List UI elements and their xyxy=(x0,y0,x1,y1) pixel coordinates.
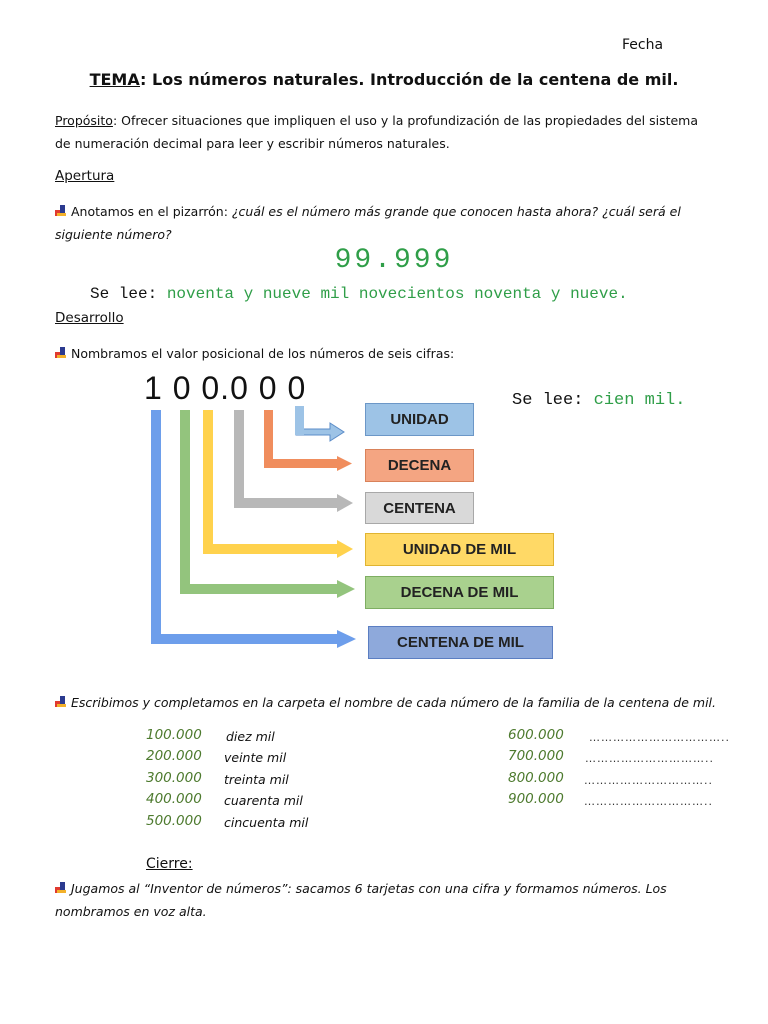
box-centena: CENTENA xyxy=(365,492,474,524)
purpose-label: Propósito xyxy=(55,113,113,128)
bullet-icon xyxy=(55,347,67,359)
list-number: 800.000 xyxy=(508,770,564,786)
answer-blank: ………………………….. xyxy=(584,774,713,787)
list-name: cincuenta mil xyxy=(224,815,309,830)
desarrollo-instruction-text: Nombramos el valor posicional de los números de seis cifras: xyxy=(71,346,455,361)
answer-blank: …………………………….. xyxy=(589,731,730,744)
purpose-line1: : Ofrecer situaciones que impliquen el uso y la profundización de las propiedades del sistema xyxy=(112,113,699,128)
bullet-icon xyxy=(55,205,67,217)
cierre-heading: Cierre: xyxy=(146,856,193,872)
list-number: 700.000 xyxy=(508,748,564,764)
answer-blank: ………………………….. xyxy=(585,752,714,765)
desarrollo-reads-label: Se lee: xyxy=(512,391,594,410)
cierre-paragraph xyxy=(55,877,733,923)
arrow-decena xyxy=(264,410,352,471)
box-centena-de-mil: CENTENA DE MIL xyxy=(368,626,553,659)
box-unidad: UNIDAD xyxy=(365,403,474,436)
list-number: 500.000 xyxy=(146,813,202,829)
box-decena: DECENA xyxy=(365,449,474,482)
date-label: Fecha xyxy=(622,37,664,53)
apertura-intro: Anotamos en el pizarrón: xyxy=(71,204,232,219)
number-display: 1 0 0.0 0 0 xyxy=(144,370,307,406)
cierre-line1: Jugamos al “Inventor de números”: sacamos 6 tarjetas con una cifra y formamos números. Los xyxy=(71,881,667,896)
arrow-unidad xyxy=(295,406,344,441)
apertura-question-line1: ¿cuál es el número más grande que conocen hasta ahora? ¿cuál será el xyxy=(231,204,681,219)
box-decena-de-mil: DECENA DE MIL xyxy=(365,576,554,609)
box-unidad-de-mil: UNIDAD DE MIL xyxy=(365,533,554,566)
list-number: 400.000 xyxy=(146,791,202,807)
title-text: : Los números naturales. Introducción de la centena de mil. xyxy=(140,70,679,89)
apertura-reads-value: noventa y nueve mil novecientos noventa y nueve. xyxy=(166,285,628,303)
list-number: 900.000 xyxy=(508,791,564,807)
list-number: 100.000 xyxy=(146,727,202,743)
big-number: 99.999 xyxy=(334,245,454,276)
list-number: 200.000 xyxy=(146,748,202,764)
list-name: veinte mil xyxy=(224,750,287,765)
apertura-reads-label: Se lee: xyxy=(90,285,167,303)
list-name: cuarenta mil xyxy=(224,793,303,808)
apertura-paragraph xyxy=(55,200,733,246)
bullet-icon xyxy=(55,882,67,894)
list-number: 300.000 xyxy=(146,770,202,786)
page-title xyxy=(0,70,768,89)
purpose-line2: de numeración decimal para leer y escribir números naturales. xyxy=(55,136,450,151)
purpose-paragraph xyxy=(55,109,733,155)
apertura-reads xyxy=(90,285,628,303)
desarrollo-heading: Desarrollo xyxy=(55,310,124,326)
bullet-icon xyxy=(55,696,67,708)
exercise-text: Escribimos y completamos en la carpeta el nombre de cada número de la familia de la centena de mil. xyxy=(71,695,716,710)
exercise-instruction xyxy=(55,695,716,710)
apertura-question-line2: siguiente número? xyxy=(55,227,172,242)
list-name: treinta mil xyxy=(224,772,289,787)
list-name: diez mil xyxy=(226,729,275,744)
apertura-heading: Apertura xyxy=(55,168,115,184)
answer-blank: ………………………….. xyxy=(584,795,713,808)
list-number: 600.000 xyxy=(508,727,564,743)
desarrollo-reads-value: cien mil. xyxy=(593,391,686,410)
desarrollo-instruction xyxy=(55,346,454,361)
title-prefix: TEMA xyxy=(89,70,141,89)
cierre-line2: nombramos en voz alta. xyxy=(55,904,207,919)
